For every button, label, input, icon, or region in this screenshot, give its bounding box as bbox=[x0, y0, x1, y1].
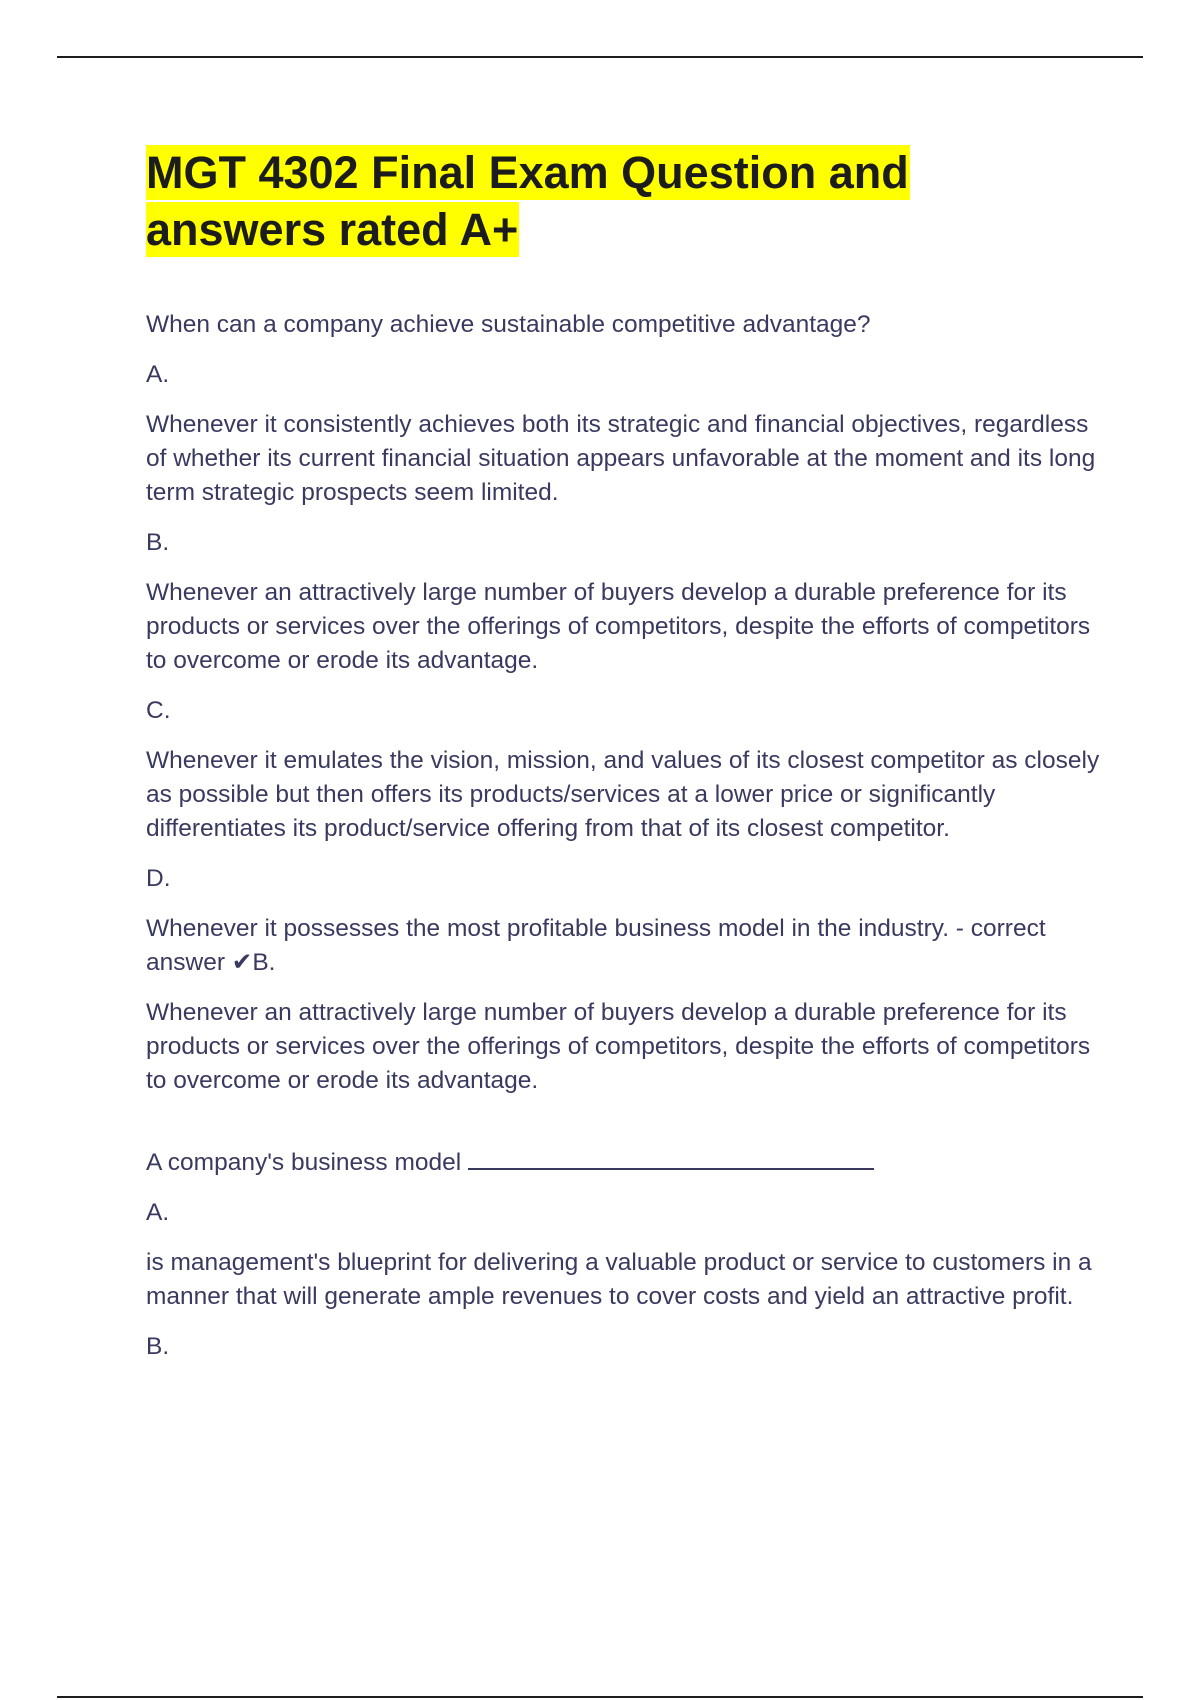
question-2-option-a-letter: A. bbox=[146, 1199, 170, 1226]
question-2-option-a-text: is management's blueprint for delivering a valuable product or service to customers in a manner that will generate ample revenues to cover costs and yield an attractive profit. bbox=[146, 1249, 1092, 1310]
question-1-option-d-letter: D. bbox=[146, 865, 171, 892]
question-1-prompt: When can a company achieve sustainable competitive advantage? bbox=[146, 311, 871, 338]
question-2-option-b-letter: B. bbox=[146, 1333, 170, 1360]
footer-rule bbox=[57, 1696, 1143, 1698]
question-1-option-c-text: Whenever it emulates the vision, mission, and values of its closest competitor as closely as possible but then offers its products/services at a lower price or significantly differentiates its product/service offering from that of its closest competitor. bbox=[146, 747, 1100, 842]
header-rule bbox=[57, 56, 1143, 58]
question-1-option-d-text: Whenever it possesses the most profitable business model in the industry. - correct answer ✔B. bbox=[146, 915, 1046, 976]
question-1-option-b-letter: B. bbox=[146, 529, 170, 556]
question-1-option-a-text: Whenever it consistently achieves both its strategic and financial objectives, regardless of whether its current financial situation appears unfavorable at the moment and its long term strategic prospects seem limited. bbox=[146, 411, 1096, 506]
question-2-prompt-line bbox=[146, 1146, 1106, 1180]
question-1-option-b-text: Whenever an attractively large number of buyers develop a durable preference for its products or services over the offerings of competitors, despite the efforts of competitors to overcome or erode its advantage. bbox=[146, 579, 1091, 674]
fill-in-blank bbox=[468, 1146, 874, 1170]
title-highlight bbox=[146, 145, 910, 257]
title-line-1: MGT 4302 Final Exam Question and bbox=[146, 147, 909, 198]
question-1-option-a-letter: A. bbox=[146, 361, 170, 388]
question-2-prompt: A company's business model bbox=[146, 1149, 462, 1176]
document-title bbox=[146, 144, 1106, 258]
question-1-answer-text: Whenever an attractively large number of buyers develop a durable preference for its products or services over the offerings of competitors, despite the efforts of competitors to overcome or erode its advantage. bbox=[146, 999, 1091, 1094]
title-line-2: answers rated A+ bbox=[146, 204, 519, 255]
question-1-option-c-letter: C. bbox=[146, 697, 171, 724]
document-body bbox=[146, 144, 1106, 1380]
